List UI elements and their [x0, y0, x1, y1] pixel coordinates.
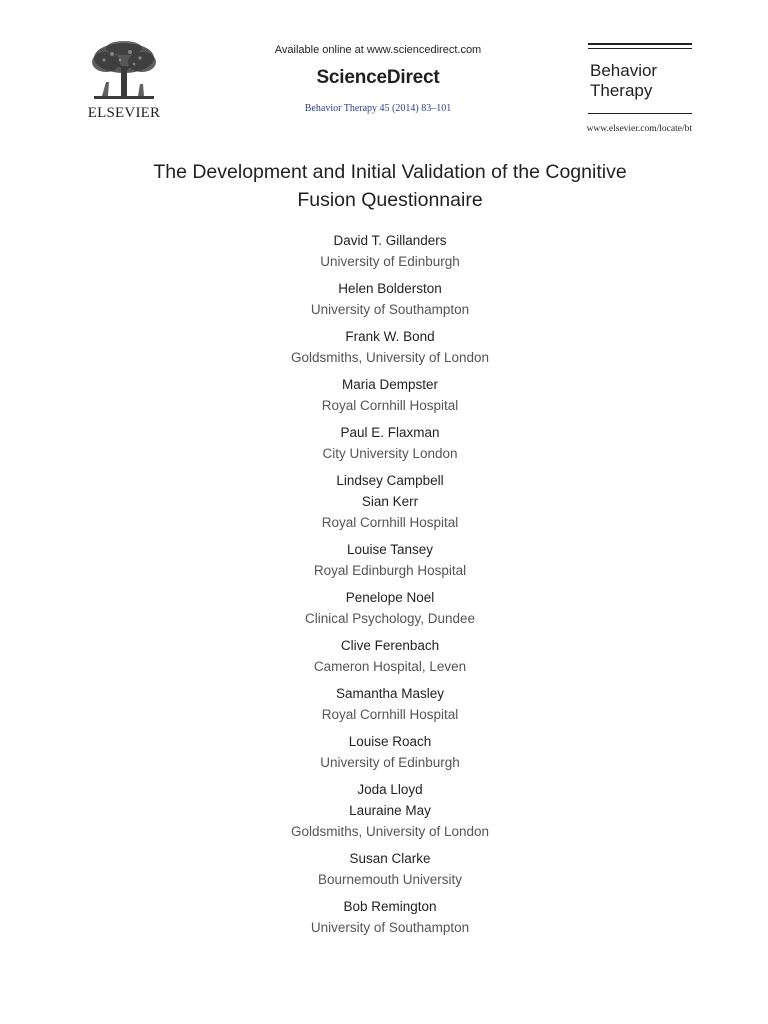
article-title — [100, 158, 680, 214]
author-affiliation: University of Edinburgh — [320, 755, 460, 770]
author-name: Maria Dempster — [341, 377, 439, 392]
author-affiliation: Royal Cornhill Hospital — [321, 707, 459, 722]
author-name: Lindsey Campbell — [336, 473, 444, 488]
article-title-line1: The Development and Initial Validation of the Cognitive — [153, 161, 627, 183]
author-group — [184, 635, 596, 677]
author-affiliation: Royal Cornhill Hospital — [321, 515, 459, 530]
author-group — [184, 779, 596, 842]
journal-name-line1: Behavior — [590, 61, 658, 80]
author-group — [184, 374, 596, 416]
author-group — [184, 683, 596, 725]
author-affiliation: Clinical Psychology, Dundee — [304, 611, 476, 626]
author-name: Helen Bolderston — [338, 281, 442, 296]
author-group — [184, 470, 596, 533]
author-name: Penelope Noel — [345, 590, 435, 605]
journal-name-line2: Therapy — [590, 81, 653, 100]
author-group — [184, 731, 596, 773]
journal-rule-top — [588, 43, 692, 45]
author-name: Paul E. Flaxman — [340, 425, 440, 440]
author-name: Frank W. Bond — [345, 329, 435, 344]
available-online-text: Available online at www.sciencedirect.com — [274, 44, 482, 56]
author-affiliation: University of Edinburgh — [320, 254, 460, 269]
author-name: Samantha Masley — [335, 686, 445, 701]
author-list — [184, 230, 596, 944]
publisher-logo — [86, 40, 162, 122]
author-name: Sian Kerr — [361, 494, 419, 509]
author-affiliation: Bournemouth University — [317, 872, 463, 887]
author-group — [184, 278, 596, 320]
author-name: Lauraine May — [349, 803, 431, 818]
journal-name — [590, 61, 692, 101]
author-name: Bob Remington — [343, 899, 437, 914]
author-group — [184, 230, 596, 272]
elsevier-tree-icon — [86, 40, 162, 104]
author-group — [184, 422, 596, 464]
author-name: Clive Ferenbach — [340, 638, 440, 653]
author-name: Louise Tansey — [346, 542, 434, 557]
author-group — [184, 587, 596, 629]
author-name: Louise Roach — [348, 734, 432, 749]
author-affiliation: City University London — [322, 446, 458, 461]
journal-rule-bottom — [588, 113, 692, 114]
author-affiliation: Cameron Hospital, Leven — [313, 659, 467, 674]
author-affiliation: Royal Cornhill Hospital — [321, 398, 459, 413]
article-title-line2: Fusion Questionnaire — [297, 189, 483, 211]
journal-url: www.elsevier.com/locate/bt — [586, 124, 692, 134]
author-affiliation: University of Southampton — [310, 302, 470, 317]
author-group — [184, 848, 596, 890]
sciencedirect-logo: ScienceDirect — [316, 67, 440, 88]
author-group — [184, 539, 596, 581]
author-affiliation: Goldsmiths, University of London — [290, 350, 490, 365]
author-name: Joda Lloyd — [357, 782, 423, 797]
author-group — [184, 896, 596, 938]
journal-rule-top-thin — [588, 48, 692, 49]
publisher-name: ELSEVIER — [87, 105, 161, 121]
author-affiliation: Goldsmiths, University of London — [290, 824, 490, 839]
article-header — [0, 0, 768, 140]
author-group — [184, 326, 596, 368]
journal-citation: Behavior Therapy 45 (2014) 83–101 — [304, 103, 452, 114]
author-affiliation: University of Southampton — [310, 920, 470, 935]
author-name: David T. Gillanders — [333, 233, 447, 248]
journal-badge — [588, 43, 692, 114]
sciencedirect-block — [230, 44, 526, 114]
author-affiliation: Royal Edinburgh Hospital — [313, 563, 467, 578]
author-name: Susan Clarke — [349, 851, 431, 866]
